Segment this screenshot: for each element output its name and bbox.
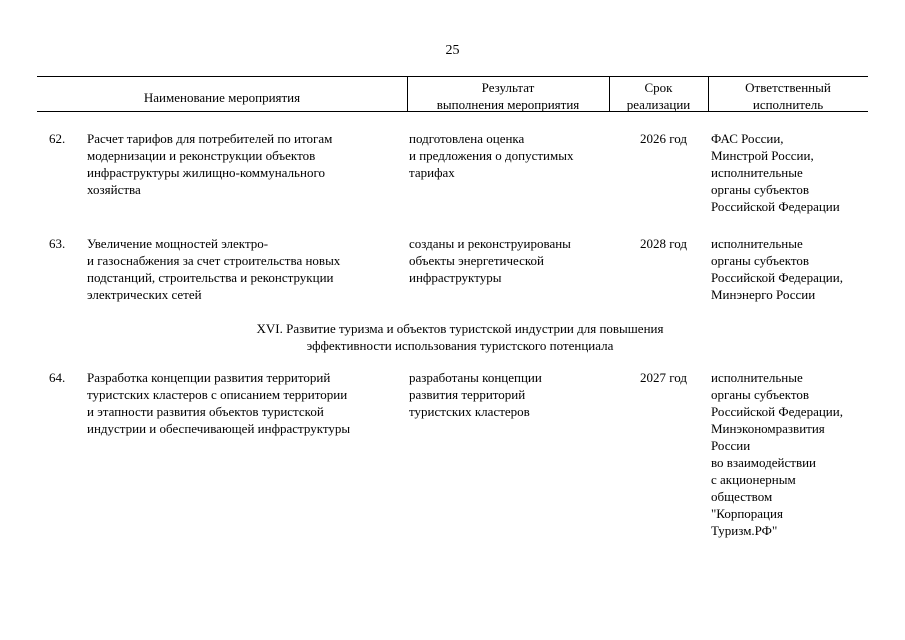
row-name-line: Разработка концепции развития территорий (87, 370, 331, 385)
header-result-line: Результат (481, 80, 535, 95)
header-term-line: Срок (644, 80, 673, 95)
row-executor (711, 130, 881, 215)
row-name-line: электрических сетей (87, 287, 202, 302)
section-heading (150, 320, 770, 354)
row-executor-line: с акционерным (711, 472, 796, 487)
header-result-line: выполнения мероприятия (436, 97, 580, 112)
row-name-line: модернизации и реконструкции объектов (87, 148, 316, 163)
row-executor-line: Российской Федерации, (711, 270, 843, 285)
row-result-line: и предложения о допустимых (409, 148, 574, 163)
row-result (409, 130, 619, 181)
page-number: 25 (445, 43, 460, 58)
row-result-line: созданы и реконструированы (409, 236, 571, 251)
row-result-line: туристских кластеров (409, 404, 530, 419)
row-term: 2026 год (640, 131, 687, 146)
row-number: 62. (49, 131, 66, 146)
row-executor-line: Минстрой России, (711, 148, 814, 163)
row-executor-line: "Корпорация (711, 506, 783, 521)
row-result-line: инфраструктуры (409, 270, 502, 285)
row-executor-line: органы субъектов (711, 387, 810, 402)
row-result (409, 369, 619, 420)
header-term (609, 79, 708, 113)
header-executor-line: исполнитель (752, 97, 824, 112)
row-executor-line: ФАС России, (711, 131, 784, 146)
row-executor-line: органы субъектов (711, 253, 810, 268)
row-executor-line: Российской Федерации, (711, 404, 843, 419)
row-executor-line: во взаимодействии (711, 455, 816, 470)
row-name-line: подстанций, строительства и реконструкции (87, 270, 334, 285)
row-executor (711, 235, 881, 303)
row-name-line: Расчет тарифов для потребителей по итогам (87, 131, 333, 146)
row-result-line: тарифах (409, 165, 455, 180)
row-result-line: разработаны концепции (409, 370, 542, 385)
row-number: 63. (49, 236, 66, 251)
row-executor (711, 369, 881, 539)
row-result (409, 235, 619, 286)
header-term-line: реализации (626, 97, 691, 112)
row-result-line: развития территорий (409, 387, 526, 402)
row-name-line: Увеличение мощностей электро- (87, 236, 269, 251)
header-name: Наименование мероприятия (143, 90, 301, 105)
row-name-line: инфраструктуры жилищно-коммунального (87, 165, 325, 180)
row-result-line: подготовлена оценка (409, 131, 525, 146)
row-executor-line: исполнительные (711, 165, 803, 180)
row-executor-line: обществом (711, 489, 773, 504)
row-name (87, 130, 397, 198)
header-result (407, 79, 609, 113)
row-term: 2027 год (640, 370, 687, 385)
row-executor-line: Российской Федерации (711, 199, 840, 214)
row-name (87, 369, 397, 437)
row-name-line: хозяйства (87, 182, 141, 197)
row-name-line: индустрии и обеспечивающей инфраструктуры (87, 421, 351, 436)
row-executor-line: России (711, 438, 751, 453)
row-executor-line: Туризм.РФ" (711, 523, 778, 538)
section-heading-line: эффективности использования туристского потенциала (306, 338, 614, 353)
row-executor-line: исполнительные (711, 370, 803, 385)
section-heading-line: XVI. Развитие туризма и объектов туристской индустрии для повышения (256, 321, 664, 336)
row-executor-line: органы субъектов (711, 182, 810, 197)
row-executor-line: исполнительные (711, 236, 803, 251)
table-top-rule (37, 76, 868, 77)
row-name-line: и этапности развития объектов туристской (87, 404, 324, 419)
row-executor-line: Минэкономразвития (711, 421, 825, 436)
row-name-line: и газоснабжения за счет строительства новых (87, 253, 341, 268)
row-number: 64. (49, 370, 66, 385)
row-name-line: туристских кластеров с описанием территории (87, 387, 348, 402)
row-executor-line: Минэнерго России (711, 287, 816, 302)
row-term: 2028 год (640, 236, 687, 251)
row-name (87, 235, 397, 303)
header-executor-line: Ответственный (745, 80, 831, 95)
header-executor (708, 79, 868, 113)
row-result-line: объекты энергетической (409, 253, 544, 268)
